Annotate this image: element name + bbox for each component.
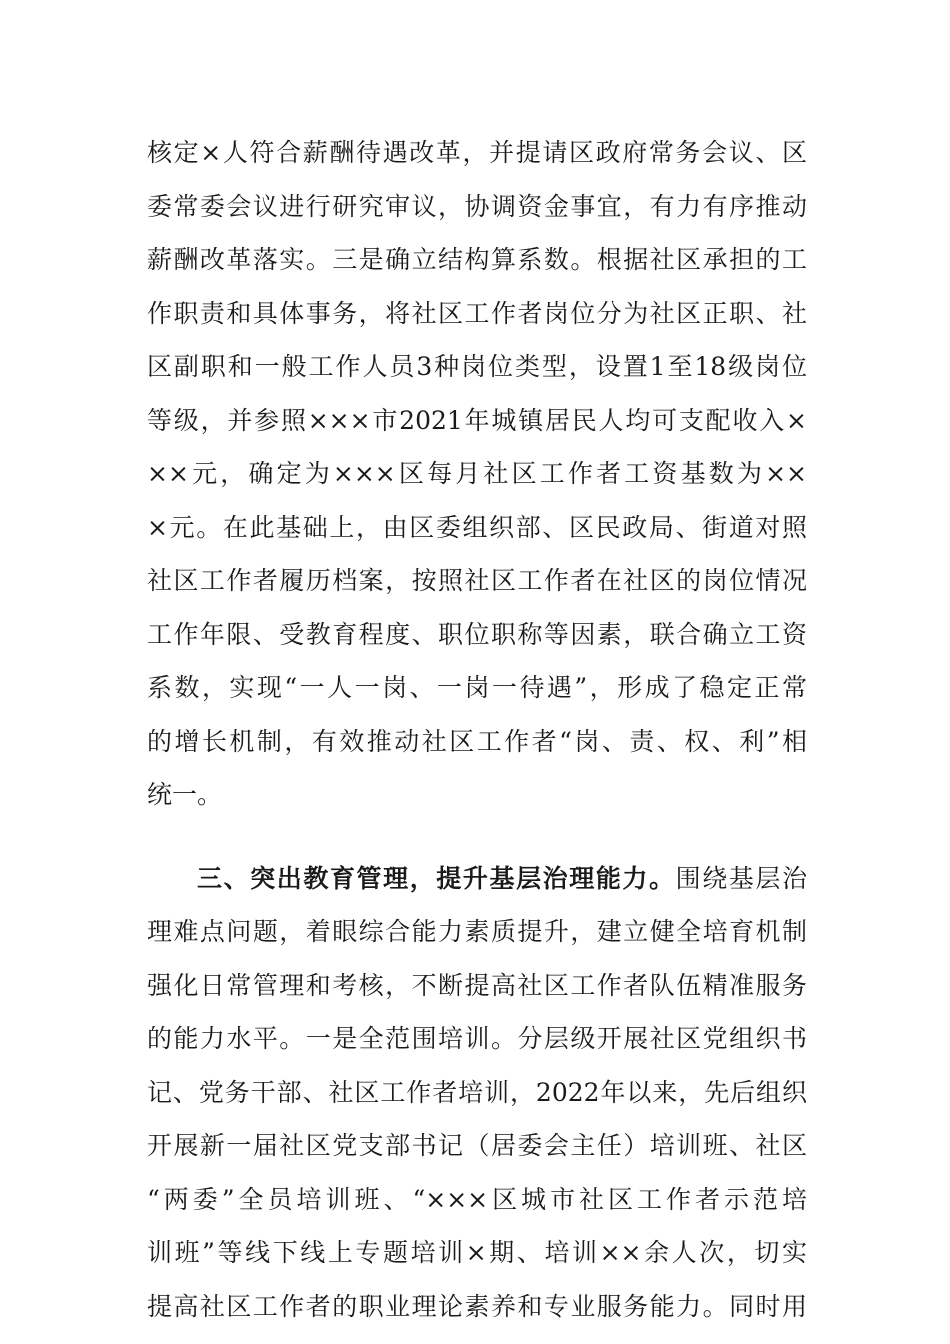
text-line: 开展新一届社区党支部书记（居委会主任）培训班、社区: [147, 1131, 807, 1160]
paragraph-gap: [147, 822, 807, 852]
text-line: ×元。在此基础上，由区委组织部、区民政局、街道对照: [147, 512, 807, 542]
text-line: 的增长机制，有效推动社区工作者“岗、责、权、利”相: [147, 726, 807, 756]
text-line: 核定×人符合薪酬待遇改革，并提请区政府常务会议、区: [147, 138, 807, 167]
text-line: 工作年限、受教育程度、职位职称等因素，联合确立工资: [147, 619, 807, 649]
text-line: 的能力水平。一是全范围培训。分层级开展社区党组织书: [147, 1024, 807, 1053]
text-line: 社区工作者履历档案，按照社区工作者在社区的岗位情况: [147, 566, 807, 595]
text-line: 薪酬改革落实。三是确立结构算系数。根据社区承担的工: [147, 245, 807, 274]
text-line: 理难点问题，着眼综合能力素质提升，建立健全培育机制: [147, 917, 807, 946]
text-line: 等级，并参照×××市2021年城镇居民人均可支配收入×: [147, 405, 807, 435]
text-line: ××元，确定为×××区每月社区工作者工资基数为××: [147, 459, 807, 488]
text-line: 系数，实现“一人一岗、一岗一待遇”，形成了稳定正常: [147, 673, 807, 702]
text-line: 记、党务干部、社区工作者培训，2022年以来，先后组织: [147, 1077, 807, 1107]
section-heading: 三、突出教育管理，提升基层治理能力。: [197, 863, 676, 893]
text-line: 强化日常管理和考核，不断提高社区工作者队伍精准服务: [147, 970, 807, 1000]
text-line: “两委”全员培训班、“×××区城市社区工作者示范培: [147, 1184, 807, 1214]
text-line: 提高社区工作者的职业理论素养和专业服务能力。同时用: [147, 1291, 807, 1321]
text-line: 区副职和一般工作人员3种岗位类型，设置1至18级岗位: [147, 352, 807, 381]
document-body: [147, 126, 807, 1333]
text-line: 委常委会议进行研究审议，协调资金事宜，有力有序推动: [147, 191, 807, 221]
text-line: 作职责和具体事务，将社区工作者岗位分为社区正职、社: [147, 298, 807, 328]
text-line: 统一。: [147, 780, 223, 809]
text-run: 围绕基层治: [675, 863, 807, 893]
text-line: 训班”等线下线上专题培训×期、培训××余人次，切实: [147, 1238, 807, 1267]
section-heading-line: [147, 852, 807, 906]
